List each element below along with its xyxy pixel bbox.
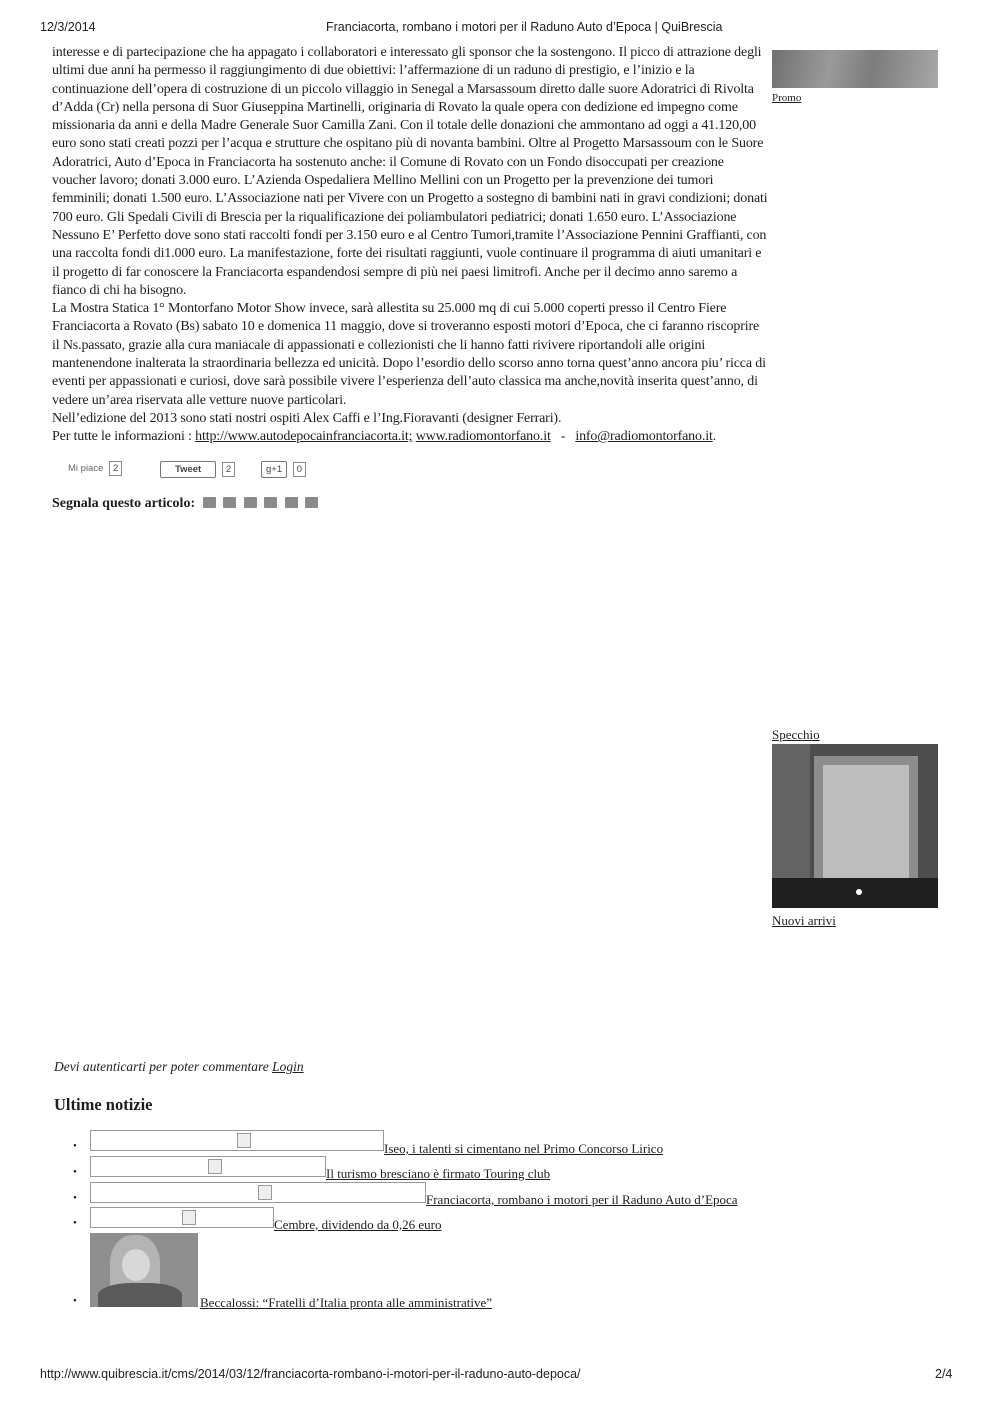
- news-link[interactable]: Franciacorta, rombano i motori per il Raduno Auto d’Epoca: [426, 1192, 738, 1207]
- page-number: 2/4: [935, 1367, 953, 1381]
- twitter-icon[interactable]: [285, 497, 298, 508]
- info-line: [52, 428, 768, 446]
- image-floor: [772, 878, 938, 908]
- news-thumbnail-photo[interactable]: [90, 1233, 198, 1307]
- broken-image-icon: [258, 1185, 272, 1200]
- specchio-link[interactable]: Specchio: [772, 727, 820, 742]
- separator-dash: -: [560, 429, 566, 445]
- news-link[interactable]: Cembre, dividendo da 0,26 euro: [274, 1217, 442, 1232]
- latest-news-title: Ultime notizie: [54, 1095, 153, 1114]
- print-url: http://www.quibrescia.it/cms/2014/03/12/franciacorta-rombano-i-motori-per-il-raduno-auto-depoca/: [40, 1367, 581, 1381]
- specchio-title[interactable]: [772, 727, 820, 743]
- broken-image-icon: [208, 1159, 222, 1174]
- image-light: [856, 889, 862, 895]
- news-thumbnail[interactable]: [90, 1156, 326, 1177]
- promo-link[interactable]: Promo: [772, 92, 802, 104]
- print-date: 12/3/2014: [40, 20, 96, 34]
- email-link[interactable]: info@radiomontorfano.it: [575, 429, 713, 445]
- nuovi-arrivi-link[interactable]: Nuovi arrivi: [772, 913, 836, 928]
- login-notice-text: Devi autenticarti per poter commentare: [54, 1059, 269, 1074]
- share-label: Segnala questo articolo:: [52, 496, 196, 511]
- article-body: [52, 44, 768, 447]
- nuovi-arrivi[interactable]: [772, 913, 836, 929]
- promo-label[interactable]: [772, 92, 801, 104]
- news-thumbnail[interactable]: [90, 1130, 384, 1151]
- article-paragraph: interesse e di partecipazione che ha appagato i collaboratori e interessato gli sponsor che la sostengono. Il picco di attrazione degli ultimi due anni ha permesso il raggiungimento di due obiettivi: l’affermazione di un raduno di prestigio, e l’inizio e la continuazione dell’opera di costruzione di un piccolo villaggio in Senegal a Marsassoum diretto dalle suore Adoratrici di Rivolta d’Adda (Cr) nella persona di Suor Giuseppina Martinelli, originaria di Rovato la quale opera con dedizione ed impegno come missionaria da anni e della Madre Generale Suor Camilla Zani. Con il totale delle donazioni che ammontano ad oggi a 41.120,00 euro sono stati creati pozzi per l’acqua e strutture che ospitano più di novanta bambini. Oltre al Progetto Marsassoum con le Suore Adoratrici, Auto d’Epoca in Franciacorta ha sostenuto anche: il Comune di Rovato con un Fondo disoccupati per creazione voucher lavoro; donati 3.000 euro. L’Azienda Ospedaliera Mellino Mellini con un Progetto per la prevenzione dei tumori femminili; donati 1.500 euro. L’Associazione nati per Vivere con un Progetto a sostegno di bambini nati in gravi condizioni; donati 700 euro. Gli Spedali Civili di Brescia per la riqualificazione dei poliambulatori pediatrici; donati 1.650 euro. L’Associazione Nessuno E’ Perfetto dove sono stati raccolti fondi per 3.150 euro e al Centro Tumori,tramite l’Associazione Pennini Graffianti, con una raccolta fondi di1.000 euro. La manifestazione, forte dei risultati raggiunti, vuole continuare il programma di aiuti umanitari e il progetto di far conoscere la Franciacorta espandendosi sempre di più nei paesi limitrofi. Anche per il decimo anno saremo a fianco di chi ha bisogno.: [52, 45, 768, 298]
- email-share-icon[interactable]: [305, 497, 318, 508]
- share-row: [52, 496, 318, 512]
- tweet-count: 2: [222, 462, 235, 477]
- tweet-button[interactable]: Tweet: [160, 461, 216, 478]
- news-thumbnail[interactable]: [90, 1182, 426, 1203]
- facebook-like-label[interactable]: Mi piace: [68, 463, 104, 474]
- article-paragraph: La Mostra Statica 1° Montorfano Motor Show invece, sarà allestita su 25.000 mq di cui 5.000 coperti presso il Centro Fiere Franciacorta a Rovato (Bs) sabato 10 e domenica 11 maggio, dove si troveranno esposti motori d’Epoca, che ci faranno riscoprire il Ns.passato, grazie alla cura maniacale di appassionati e collezionisti che li hanno fatti rivivere riportandoli alle origini mantenendone inalterata la straordinaria bellezza ed unicità. Dopo l’esordio dello scorso anno torna quest’anno ancora piu’ ricca di eventi per appassionati e curiosi, dove sarà possibile vivere l’esperienza dell’auto classica ma anche,novità inserita quest’anno, di vedere un’area riservata alle vetture nuove particolari.: [52, 301, 766, 408]
- period: .: [712, 429, 717, 445]
- news-thumbnail[interactable]: [90, 1207, 274, 1228]
- google-plus-button[interactable]: g+1: [261, 461, 287, 478]
- digg-icon[interactable]: [244, 497, 257, 508]
- promo-banner-image[interactable]: [772, 50, 938, 88]
- like-count: 2: [109, 461, 122, 476]
- broken-image-icon: [237, 1133, 251, 1148]
- print-page-title: Franciacorta, rombano i motori per il Raduno Auto d’Epoca | QuiBrescia: [326, 20, 723, 34]
- radio-website-link[interactable]: www.radiomontorfano.it: [415, 429, 551, 445]
- gplus-count: 0: [293, 462, 306, 477]
- news-link[interactable]: Il turismo bresciano è firmato Touring club: [326, 1166, 551, 1181]
- delicious-icon[interactable]: [223, 497, 236, 508]
- comment-login-notice: [54, 1059, 304, 1075]
- mirror-product-image[interactable]: [772, 744, 938, 908]
- info-prefix: Per tutte le informazioni :: [52, 429, 192, 445]
- broken-image-icon: [182, 1210, 196, 1225]
- image-wall: [772, 744, 810, 878]
- news-link[interactable]: Iseo, i talenti si cimentano nel Primo Concorso Lirico: [384, 1141, 664, 1156]
- news-link[interactable]: Beccalossi: “Fratelli d’Italia pronta alle amministrative”: [200, 1295, 493, 1310]
- google-bookmark-icon[interactable]: [264, 497, 277, 508]
- event-website-link[interactable]: http://www.autodepocainfranciacorta.it;: [195, 429, 413, 445]
- facebook-icon[interactable]: [203, 497, 216, 508]
- article-paragraph: Nell’edizione del 2013 sono stati nostri ospiti Alex Caffi e l’Ing.Fioravanti (designer Ferrari).: [52, 410, 562, 426]
- login-link[interactable]: Login: [272, 1059, 304, 1074]
